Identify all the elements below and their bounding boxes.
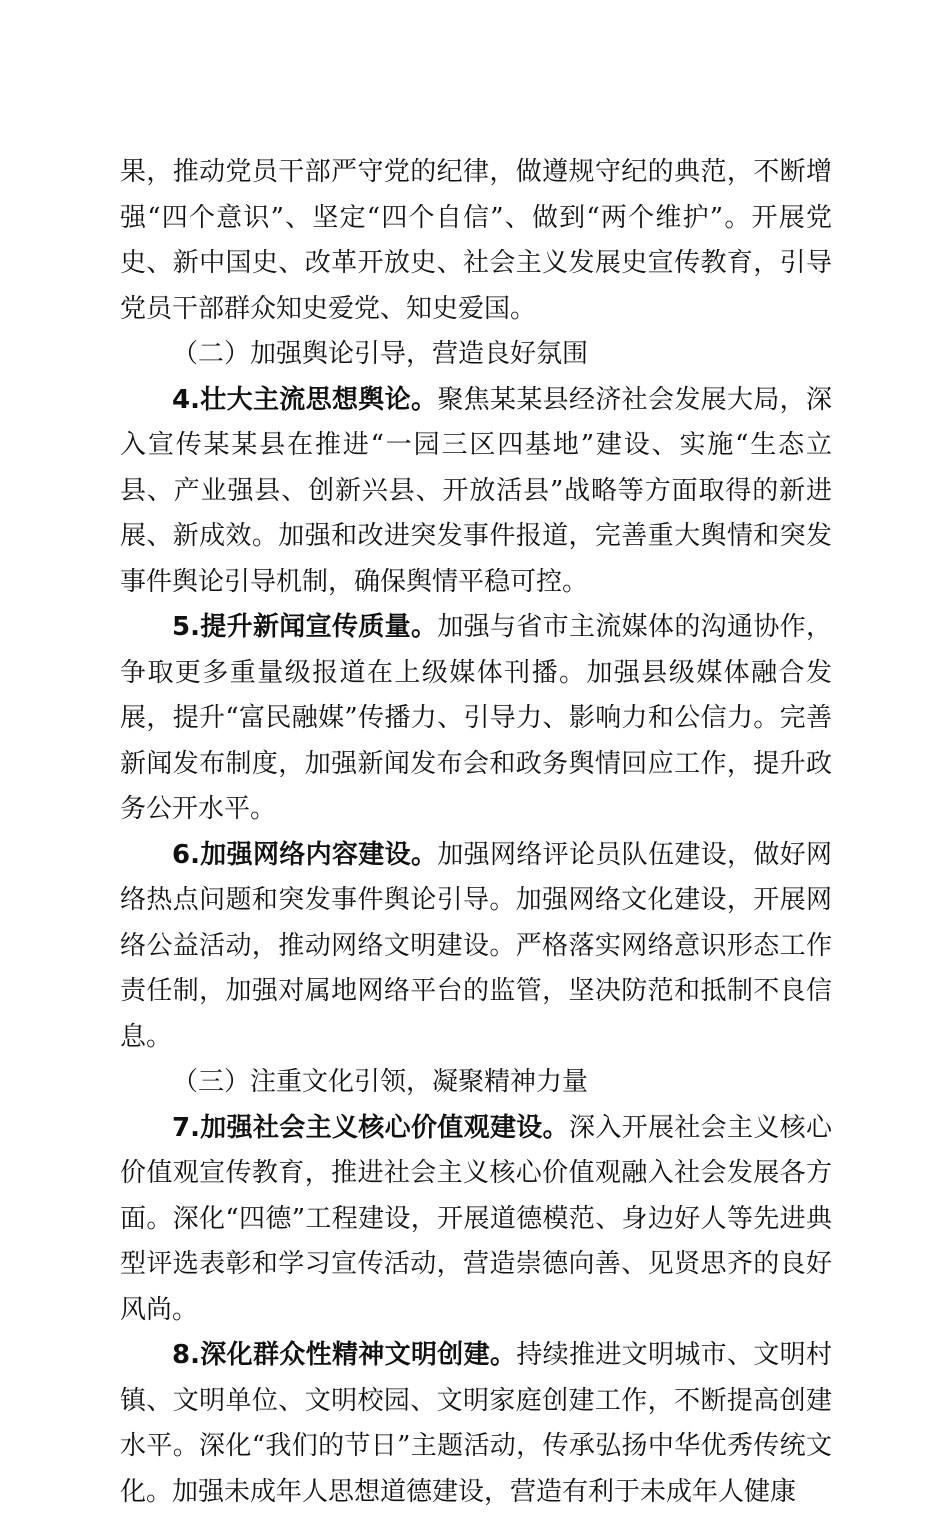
item-5-body: 加强与省市主流媒体的沟通协作，争取更多重量级报道在上级媒体刊播。加强县级媒体融合发展，提升“富民融媒”传播力、引导力、影响力和公信力。完善新闻发布制度，加强新闻发布会和政务舆情回应工作，提升政务公开水平。 xyxy=(120,612,832,824)
item-8-lead: 8.深化群众性精神文明创建。 xyxy=(172,1340,517,1370)
section-heading-3-text: （三）注重文化引领，凝聚精神力量 xyxy=(172,1067,589,1097)
item-4-paragraph xyxy=(120,378,832,606)
item-6-body: 加强网络评论员队伍建设，做好网络热点问题和突发事件舆论引导。加强网络文化建设，开展网络公益活动，推动网络文明建设。严格落实网络意识形态工作责任制，加强对属地网络平台的监管，坚决防范和抵制不良信息。 xyxy=(120,839,832,1052)
item-8-body: 持续推进文明城市、文明村镇、文明单位、文明校园、文明家庭创建工作，不断提高创建水平。深化“我们的节日”主题活动，传承弘扬中华优秀传统文化。加强未成年人思想道德建设，营造有利于未成年人健康 xyxy=(120,1340,832,1507)
continuation-text: 果，推动党员干部严守党的纪律，做遵规守纪的典范，不断增强“四个意识”、坚定“四个自信”、做到“两个维护”。开展党史、新中国史、改革开放史、社会主义发展史宣传教育，引导党员干部群众知史爱党、知史爱国。 xyxy=(120,157,832,324)
item-6-lead: 6.加强网络内容建设。 xyxy=(172,839,438,870)
section-heading-2-text: （二）加强舆论引导，营造良好氛围 xyxy=(172,339,589,369)
item-6-paragraph xyxy=(120,833,832,1061)
document-body xyxy=(120,150,832,1515)
item-7-body: 深入开展社会主义核心价值观宣传教育，推进社会主义核心价值观融入社会发展各方面。深化“四德”工程建设，开展道德模范、身边好人等先进典型评选表彰和学习宣传活动，营造崇德向善、见贤思齐的良好风尚。 xyxy=(120,1112,832,1325)
item-5-lead: 5.提升新闻宣传质量。 xyxy=(172,612,438,642)
item-4-body: 聚焦某某县经济社会发展大局，深入宣传某某县在推进“一园三区四基地”建设、实施“生态立县、产业强县、创新兴县、开放活县”战略等方面取得的新进展、新成效。加强和改进突发事件报道，完善重大舆情和突发事件舆论引导机制，确保舆情平稳可控。 xyxy=(120,384,832,597)
item-5-paragraph xyxy=(120,605,832,833)
item-7-paragraph xyxy=(120,1106,832,1334)
section-heading-2 xyxy=(120,332,832,378)
item-8-paragraph xyxy=(120,1333,832,1515)
section-heading-3 xyxy=(120,1060,832,1106)
item-4-lead: 4.壮大主流思想舆论。 xyxy=(172,384,438,415)
item-7-lead: 7.加强社会主义核心价值观建设。 xyxy=(172,1112,569,1143)
continuation-paragraph xyxy=(120,150,832,332)
